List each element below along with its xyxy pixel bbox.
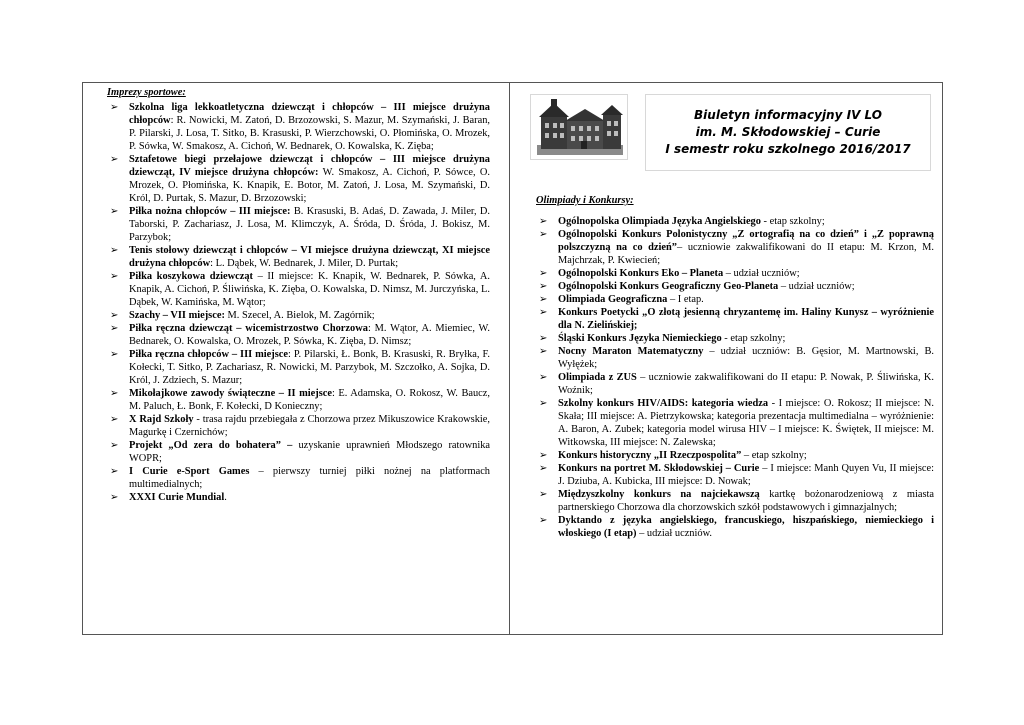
item-detail: : M. Wątor, A. Miemiec, W. Bednarek, O. Kowalska, O. Mrozek, P. Sówka, K. Zięba, D. Nimsz; [129,323,491,347]
arrow-bullet-icon: ➢ [110,206,119,217]
arrow-bullet-icon: ➢ [539,515,548,526]
item-detail: - I miejsce: O. Rokosz; II miejsce: N. Skała; III miejsce: A. Pietrzykowska; kategoria prezentacja multimedialna – wyróżnienie: A. Baron, A. Zubek; kategoria model wirusa HIV – I miejsce: K. Świętek, II miejsce: M. Witkowska, III miejsce: N. Zalewska; [558,398,934,448]
item-heading: Dyktando z języka angielskiego, francuskiego, hiszpańskiego, niemieckiego i włoskiego (I etap) [558,515,934,539]
list-item [107,309,490,322]
list-item [536,332,934,345]
list-item [107,439,490,465]
list-item [107,387,490,413]
item-detail: – II miejsce: K. Knapik, W. Bednarek, P. Sówka, A. Knapik, A. Cichoń, P. Śliwińska, K. Zięba, O. Kowalska, D. Nimsz, M. Jurczyńska, L. Dąbek, W. Kamińska, M. Wątor; [129,271,490,308]
arrow-bullet-icon: ➢ [539,489,548,500]
item-detail: – pierwszy turniej piłki nożnej na platformach multimedialnych; [129,466,490,490]
school-building-image [531,95,627,159]
item-heading: Tenis stołowy dziewcząt i chłopców – VI miejsce drużyna dziewcząt, XI miejsce drużyna chłopców [129,245,490,269]
arrow-bullet-icon: ➢ [539,294,548,305]
item-heading: Piłka ręczna chłopców – III miejsce [129,349,288,360]
list-item [536,514,934,540]
school-building-photo [530,94,628,160]
arrow-bullet-icon: ➢ [110,245,119,256]
bulletin-title: Biuletyn informacyjny IV LO [694,108,882,122]
arrow-bullet-icon: ➢ [539,450,548,461]
item-detail: – uczniowie zakwalifikowani do II etapu: M. Krzon, M. Majchrzak, P. Kwiecień; [558,242,934,266]
list-item [536,462,934,488]
item-heading: Piłka nożna chłopców – III miejsce: [129,206,291,217]
item-detail: W. Smakosz, A. Cichoń, P. Sówce, O. Mrozek, O. Płomińska, K. Knapik, E. Botor, M. Zatoń, J. Losa, M. Szymański, D. Król, D. Purtak, S. Mazur, D. Brzozowski; [129,167,490,204]
item-heading: Śląski Konkurs Języka Niemieckiego [558,333,722,344]
item-detail: – udział uczniów. [636,528,713,539]
item-heading: Projekt „Od zera do bohatera” – [129,440,293,451]
arrow-bullet-icon: ➢ [539,307,548,318]
list-item [536,306,934,332]
bulletin-semester: I semestr roku szkolnego 2016/2017 [665,142,911,156]
olympiads-list [536,215,934,540]
bulletin-school-name: im. M. Skłodowskiej – Curie [695,125,881,139]
list-item [107,491,490,504]
item-detail: – udział uczniów: B. Gęsior, M. Martnowski, B. Wyłężek; [558,346,934,370]
item-detail: – etap szkolny; [741,450,807,461]
item-heading: X Rajd Szkoły [129,414,194,425]
list-item [536,293,934,306]
arrow-bullet-icon: ➢ [539,216,548,227]
item-detail: : R. Nowicki, M. Zatoń, D. Brzozowski, S. Mazur, M. Szymański, J. Baran, P. Pilarski, J. Losa, T. Sitko, B. Krasuski, P. Wierzchowski, O. Płomińska, O. Mrozek, P. Sówka, W. Smakosz, A. Cichoń, W. Bednarek, O. Kowalska, K. Zięba; [129,115,490,152]
arrow-bullet-icon: ➢ [110,271,119,282]
list-item [107,413,490,439]
item-detail: M. Szecel, A. Bielok, M. Zagórnik; [224,310,375,321]
arrow-bullet-icon: ➢ [539,281,548,292]
list-item [107,348,490,387]
item-detail: – udział uczniów; [723,268,800,279]
arrow-bullet-icon: ➢ [110,414,119,425]
item-detail: – uczniowie zakwalifikowani do II etapu: P. Nowak, P. Śliwińska, K. Woźnik; [558,372,934,396]
item-heading: XXXI Curie Mundial [129,492,225,503]
list-item [107,244,490,270]
item-heading: I Curie e-Sport Games [129,466,250,477]
arrow-bullet-icon: ➢ [110,310,119,321]
list-item [107,270,490,309]
item-heading: Ogólnopolska Olimpiada Języka Angielskiego [558,216,761,227]
item-detail: - etap szkolny; [760,216,825,227]
list-item [107,465,490,491]
item-heading: Ogólnopolski Konkurs Geograficzny Geo-Planeta [558,281,779,292]
item-heading: Międzyszkolny konkurs na najciekawszą [558,489,760,500]
arrow-bullet-icon: ➢ [110,466,119,477]
list-item [107,205,490,244]
item-detail: : E. Adamska, O. Rokosz, W. Baucz, M. Paluch, Ł. Bonk, F. Kołecki, D Konieczny; [129,388,490,412]
list-item [536,371,934,397]
arrow-bullet-icon: ➢ [110,154,119,165]
item-heading: Nocny Maraton Matematyczny [558,346,704,357]
arrow-bullet-icon: ➢ [539,333,548,344]
item-detail: : L. Dąbek, W. Bednarek, J. Miler, D. Purtak; [210,258,399,269]
arrow-bullet-icon: ➢ [539,229,548,240]
arrow-bullet-icon: ➢ [539,398,548,409]
arrow-bullet-icon: ➢ [110,349,119,360]
item-detail: uzyskanie uprawnień Młodszego ratownika WOPR; [129,440,491,464]
right-column [536,194,934,540]
list-item [536,280,934,293]
item-detail: – I miejsce: Manh Quyen Vu, II miejsce: J. Dziuba, A. Kubicka, III miejsce: D. Nowak; [558,463,934,487]
item-heading: Szkolny konkurs HIV/AIDS: kategoria wiedza [558,398,769,409]
item-heading: Olimpiada z ZUS [558,372,637,383]
list-item [107,322,490,348]
list-item [107,101,490,153]
item-detail: – udział uczniów; [778,281,855,292]
arrow-bullet-icon: ➢ [110,440,119,451]
list-item [536,397,934,449]
item-heading: Piłka ręczna dziewcząt – wicemistrzostwo Chorzowa [129,323,368,334]
item-detail: kartkę bożonarodzeniową z miasta partnerskiego Chorzowa dla chorzowskich szkół podstawowych i gimnazjalnych; [558,489,934,513]
arrow-bullet-icon: ➢ [110,388,119,399]
item-heading: Szachy – VII miejsce: [129,310,225,321]
item-heading: Piłka koszykowa dziewcząt [129,271,253,282]
item-heading: Konkurs historyczny „II Rzeczpospolita” [558,450,742,461]
item-detail: B. Krasuski, B. Adaś, D. Zawada, J. Miler, D. Taborski, P. Zachariasz, J. Losa, M. Klimczyk, A. Śróda, D. Śróda, J. Bokisz, M. Parzybok; [129,206,490,243]
item-detail: : P. Pilarski, Ł. Bonk, B. Krasuski, R. Bryłka, F. Kołecki, T. Sitko, P. Zachariasz, R. Nowicki, M. Parzybok, M. Szczołko, A. Sojka, D. Król, J. Zdziech, S. Mazur; [129,349,490,386]
arrow-bullet-icon: ➢ [110,102,119,113]
list-item [536,345,934,371]
item-heading: Olimpiada Geograficzna [558,294,668,305]
section-title-olympiads: Olimpiady i Konkursy: [536,195,634,206]
list-item [536,449,934,462]
item-detail: – I etap. [667,294,704,305]
list-item [536,267,934,280]
list-item [536,215,934,228]
arrow-bullet-icon: ➢ [110,323,119,334]
column-divider [509,82,510,635]
item-detail: . [224,492,227,503]
item-detail: - etap szkolny; [721,333,786,344]
arrow-bullet-icon: ➢ [539,463,548,474]
arrow-bullet-icon: ➢ [539,372,548,383]
left-column [107,86,490,504]
list-item [536,228,934,267]
arrow-bullet-icon: ➢ [539,268,548,279]
bulletin-header [645,94,931,171]
item-heading: Konkurs Poetycki „O złotą jesienną chryzantemę im. Haliny Kunysz – wyróżnienie dla N. Zielińskiej; [558,307,934,331]
item-heading: Ogólnopolski Konkurs Polonistyczny „Z ortografią na co dzień” i „Z poprawną polszczyzną na co dzień” [558,229,934,253]
item-heading: Ogólnopolski Konkurs Eko – Planeta [558,268,724,279]
arrow-bullet-icon: ➢ [539,346,548,357]
item-heading: Szkolna liga lekkoatletyczna dziewcząt i chłopców – III miejsce drużyna chłopców [129,102,490,126]
item-heading: Sztafetowe biegi przełajowe dziewcząt i chłopców – III miejsce drużyna dziewcząt, IV miejsce drużyna chłopców: [129,154,490,178]
section-title-sports: Imprezy sportowe: [107,87,186,98]
item-detail: - trasa rajdu przebiegała z Chorzowa przez Mikuszowice Krakowskie, Magurkę i Czernichów; [129,414,490,438]
arrow-bullet-icon: ➢ [110,492,119,503]
item-heading: Konkurs na portret M. Skłodowskiej – Curie [558,463,760,474]
list-item [536,488,934,514]
list-item [107,153,490,205]
sports-list [107,101,490,504]
item-heading: Mikołajkowe zawody świąteczne – II miejsce [129,388,332,399]
